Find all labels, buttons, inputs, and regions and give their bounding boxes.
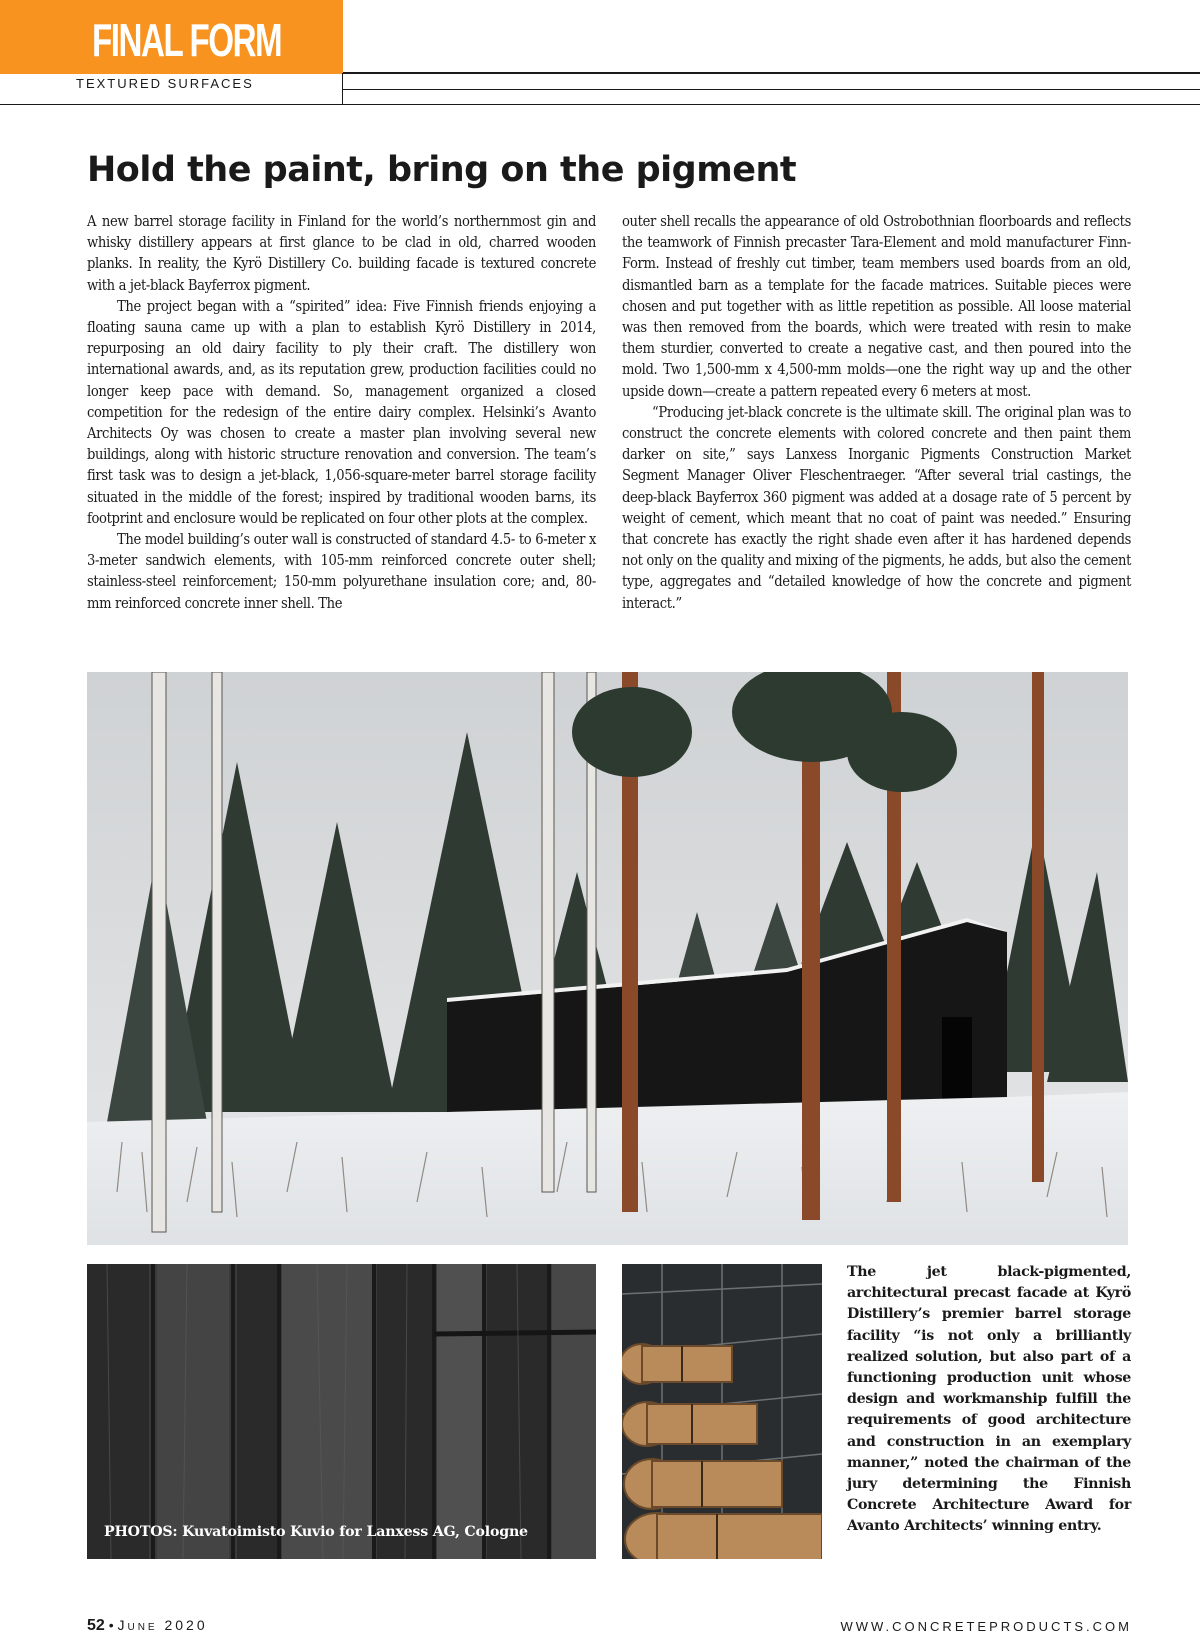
footer-separator: • (108, 1617, 114, 1633)
paragraph: The model building’s outer wall is constructed of standard 4.5- to 6-meter x 3-meter sandwich elements, with 105-mm reinforced concrete outer shell; stainless-steel reinforcement; 150-mm polyurethane insulation core; and, 80-mm reinforced concrete inner shell. The (87, 531, 596, 612)
subsection-title: TEXTURED SURFACES (76, 76, 254, 91)
section-title: FINAL FORM (92, 14, 282, 66)
body-column-left (87, 211, 596, 614)
main-photo-black-barn-in-snowy-forest (87, 672, 1128, 1245)
header-rule-bottom (343, 104, 1200, 105)
header-rule-middle (343, 89, 1200, 90)
paragraph: The project began with a “spirited” idea: Five Finnish friends enjoying a floating sauna came up with a plan to establish Kyrö Distillery in 2014, repurposing an old dairy facility to ply their craft. The distillery won international awards, and, as its reputation grew, production facilities could no longer keep pace with demand. So, management organized a closed competition for the redesign of the entire dairy complex. Helsinki’s Avanto Architects Oy was chosen to create a master plan involving several new buildings, along with historic structure renovation and conversion. The team’s first task was to design a jet-black, 1,056-square-meter barrel storage facility situated in the middle of the forest; inspired by traditional wooden barns, its footprint and enclosure would be replicated on four other plots at the complex. (87, 297, 596, 527)
body-column-right (622, 211, 1131, 614)
paragraph: A new barrel storage facility in Finland for the world’s northernmost gin and whisky distillery appears at first glance to be clad in old, charred wooden planks. In reality, the Kyrö Distillery Co. building facade is textured concrete with a jet-black Bayferrox pigment. (87, 213, 596, 294)
photo-barrel-storage-racks (622, 1264, 822, 1559)
photo-concrete-board-texture (87, 1264, 596, 1559)
photo-credit: PHOTOS: Kuvatoimisto Kuvio for Lanxess AG, Cologne (104, 1524, 528, 1540)
website-url: WWW.CONCRETEPRODUCTS.COM (840, 1619, 1132, 1634)
issue-date: June 2020 (117, 1617, 208, 1633)
photo-caption: The jet black-pigmented, architectural precast facade at Kyrö Distillery’s premier barrel storage facility “is not only a brilliantly realized solution, but also part of a functioning production unit whose design and workmanship fulfill the requirements of good architecture and construction in an exemplary manner,” noted the chairman of the jury determining the Finnish Concrete Architecture Award for Avanto Architects’ winning entry. (847, 1264, 1131, 1535)
paragraph: outer shell recalls the appearance of old Ostrobothnian floorboards and reflects the teamwork of Finnish precaster Tara-Element and mold manufacturer Finn-Form. Instead of freshly cut timber, team members used boards from an old, dismantled barn as a template for the facade matrices. Suitable pieces were chosen and put together with as little repetition as possible. All loose material was then removed from the boards, which were treated with resin to make them sturdier, converted to create a negative cast, and then poured into the mold. Two 1,500-mm x 4,500-mm molds—one the right way up and the other upside down—create a pattern repeated every 6 meters at most. (622, 213, 1131, 400)
header-rule-top (343, 72, 1200, 74)
paragraph: “Producing jet-black concrete is the ultimate skill. The original plan was to construct the concrete elements with colored concrete and then paint them darker on site,” says Lanxess Inorganic Pigments Construction Market Segment Manager Oliver Fleschentraeger. “After several trial castings, the deep-black Bayferrox 360 pigment was added at a dosage rate of 5 percent by weight of cement, which meant that no coat of paint was needed.” Ensuring that concrete has exactly the right shade even after it has hardened depends not only on the quality and mixing of the pigments, he adds, but also the cement type, aggregates and “detailed knowledge of how the concrete and pigment interact.” (622, 403, 1131, 612)
page-footer-left (87, 1617, 208, 1635)
article-headline: Hold the paint, bring on the pigment (87, 150, 797, 190)
page-number: 52 (87, 1617, 105, 1634)
